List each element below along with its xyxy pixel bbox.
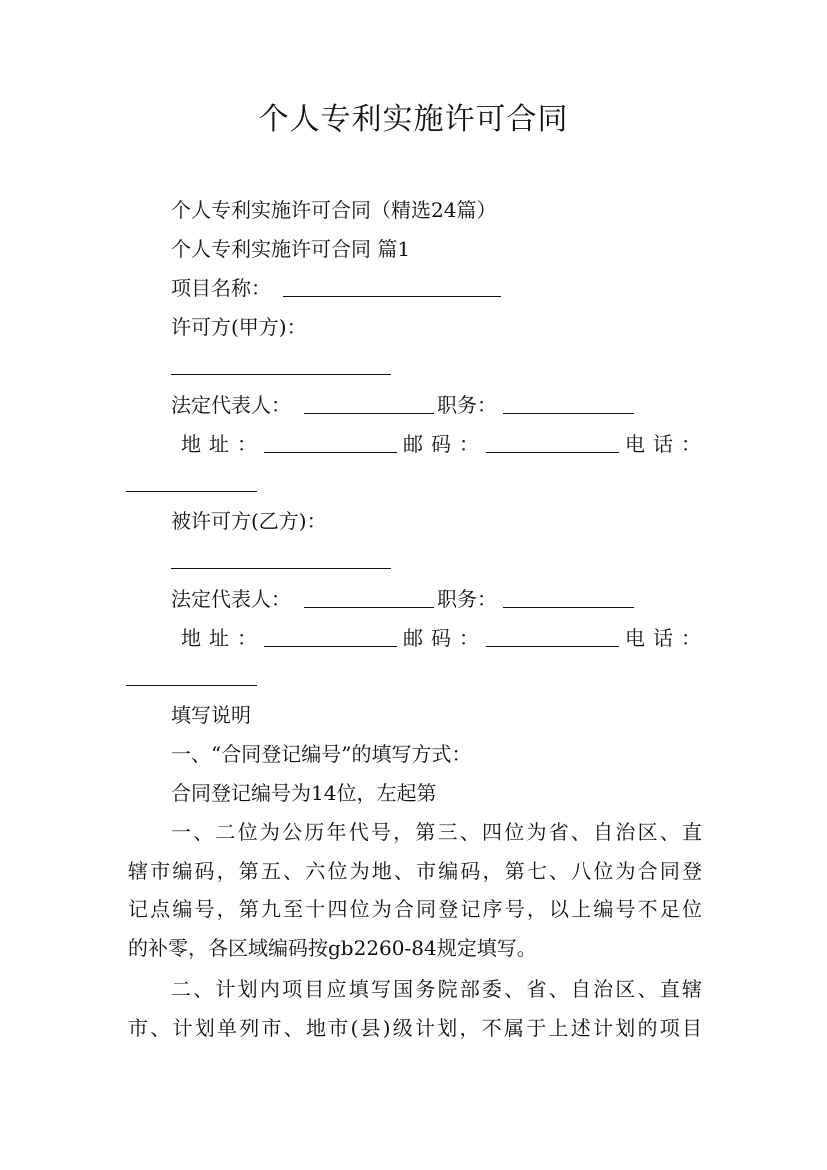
licensor-blank[interactable] (171, 374, 391, 375)
licensor-phone-blank[interactable] (126, 491, 257, 492)
paragraph-1-line: 辖市编码，第五、六位为地、市编码，第七、八位为合同登 (128, 858, 702, 883)
item1-heading: 一、“合同登记编号”的填写方式： (171, 742, 472, 766)
licensee-postcode-label: 邮码： (403, 626, 487, 650)
licensor-postcode-blank[interactable] (486, 452, 619, 453)
fill-instructions-title: 填写说明 (171, 703, 251, 727)
licensee-phone-blank[interactable] (126, 685, 257, 686)
chapter-heading: 个人专利实施许可合同 篇1 (171, 237, 411, 261)
licensor-label: 许可方(甲方)： (171, 315, 307, 339)
licensor-position-label: 职务： (437, 393, 497, 417)
paragraph-2-line: 二、计划内项目应填写国务院部委、省、自治区、直辖 (171, 977, 702, 1001)
licensor-postcode-label: 邮码： (403, 432, 487, 456)
paragraph-2-line: 市、计划单列市、地市(县)级计划，不属于上述计划的项目 (128, 1015, 702, 1040)
licensor-legal-rep-label: 法定代表人： (171, 393, 291, 417)
project-name-blank[interactable] (283, 296, 501, 297)
paragraph-1-line: 一、二位为公历年代号，第三、四位为省、自治区、直 (171, 820, 702, 844)
licensee-legal-rep-label: 法定代表人： (171, 587, 291, 611)
licensee-address-label: 地址： (181, 626, 265, 650)
item1-lead: 合同登记编号为14位，左起第 (171, 781, 437, 805)
paragraph-1 (128, 813, 702, 968)
licensor-address-label: 地址： (181, 432, 265, 456)
licensee-legal-rep-blank[interactable] (304, 607, 434, 608)
licensee-postcode-blank[interactable] (486, 646, 619, 647)
licensee-position-blank[interactable] (503, 607, 634, 608)
paragraph-1-line: 的补零，各区域编码按gb2260-84规定填写。 (128, 936, 537, 961)
licensee-position-label: 职务： (437, 587, 497, 611)
licensor-phone-label: 电话： (625, 432, 709, 456)
paragraph-2 (128, 970, 702, 1047)
licensor-legal-rep-blank[interactable] (304, 413, 434, 414)
licensor-position-blank[interactable] (503, 413, 634, 414)
project-name-label: 项目名称： (171, 276, 271, 300)
subtitle: 个人专利实施许可合同（精选24篇） (171, 198, 497, 222)
licensee-phone-label: 电话： (625, 626, 709, 650)
document-title: 个人专利实施许可合同 (258, 102, 569, 137)
project-name-row (171, 273, 271, 303)
licensee-blank[interactable] (171, 568, 391, 569)
licensee-address-blank[interactable] (264, 646, 397, 647)
licensee-label: 被许可方(乙方)： (171, 509, 327, 533)
paragraph-1-line: 记点编号，第九至十四位为合同登记序号，以上编号不足位 (128, 897, 702, 922)
licensor-address-blank[interactable] (264, 452, 397, 453)
